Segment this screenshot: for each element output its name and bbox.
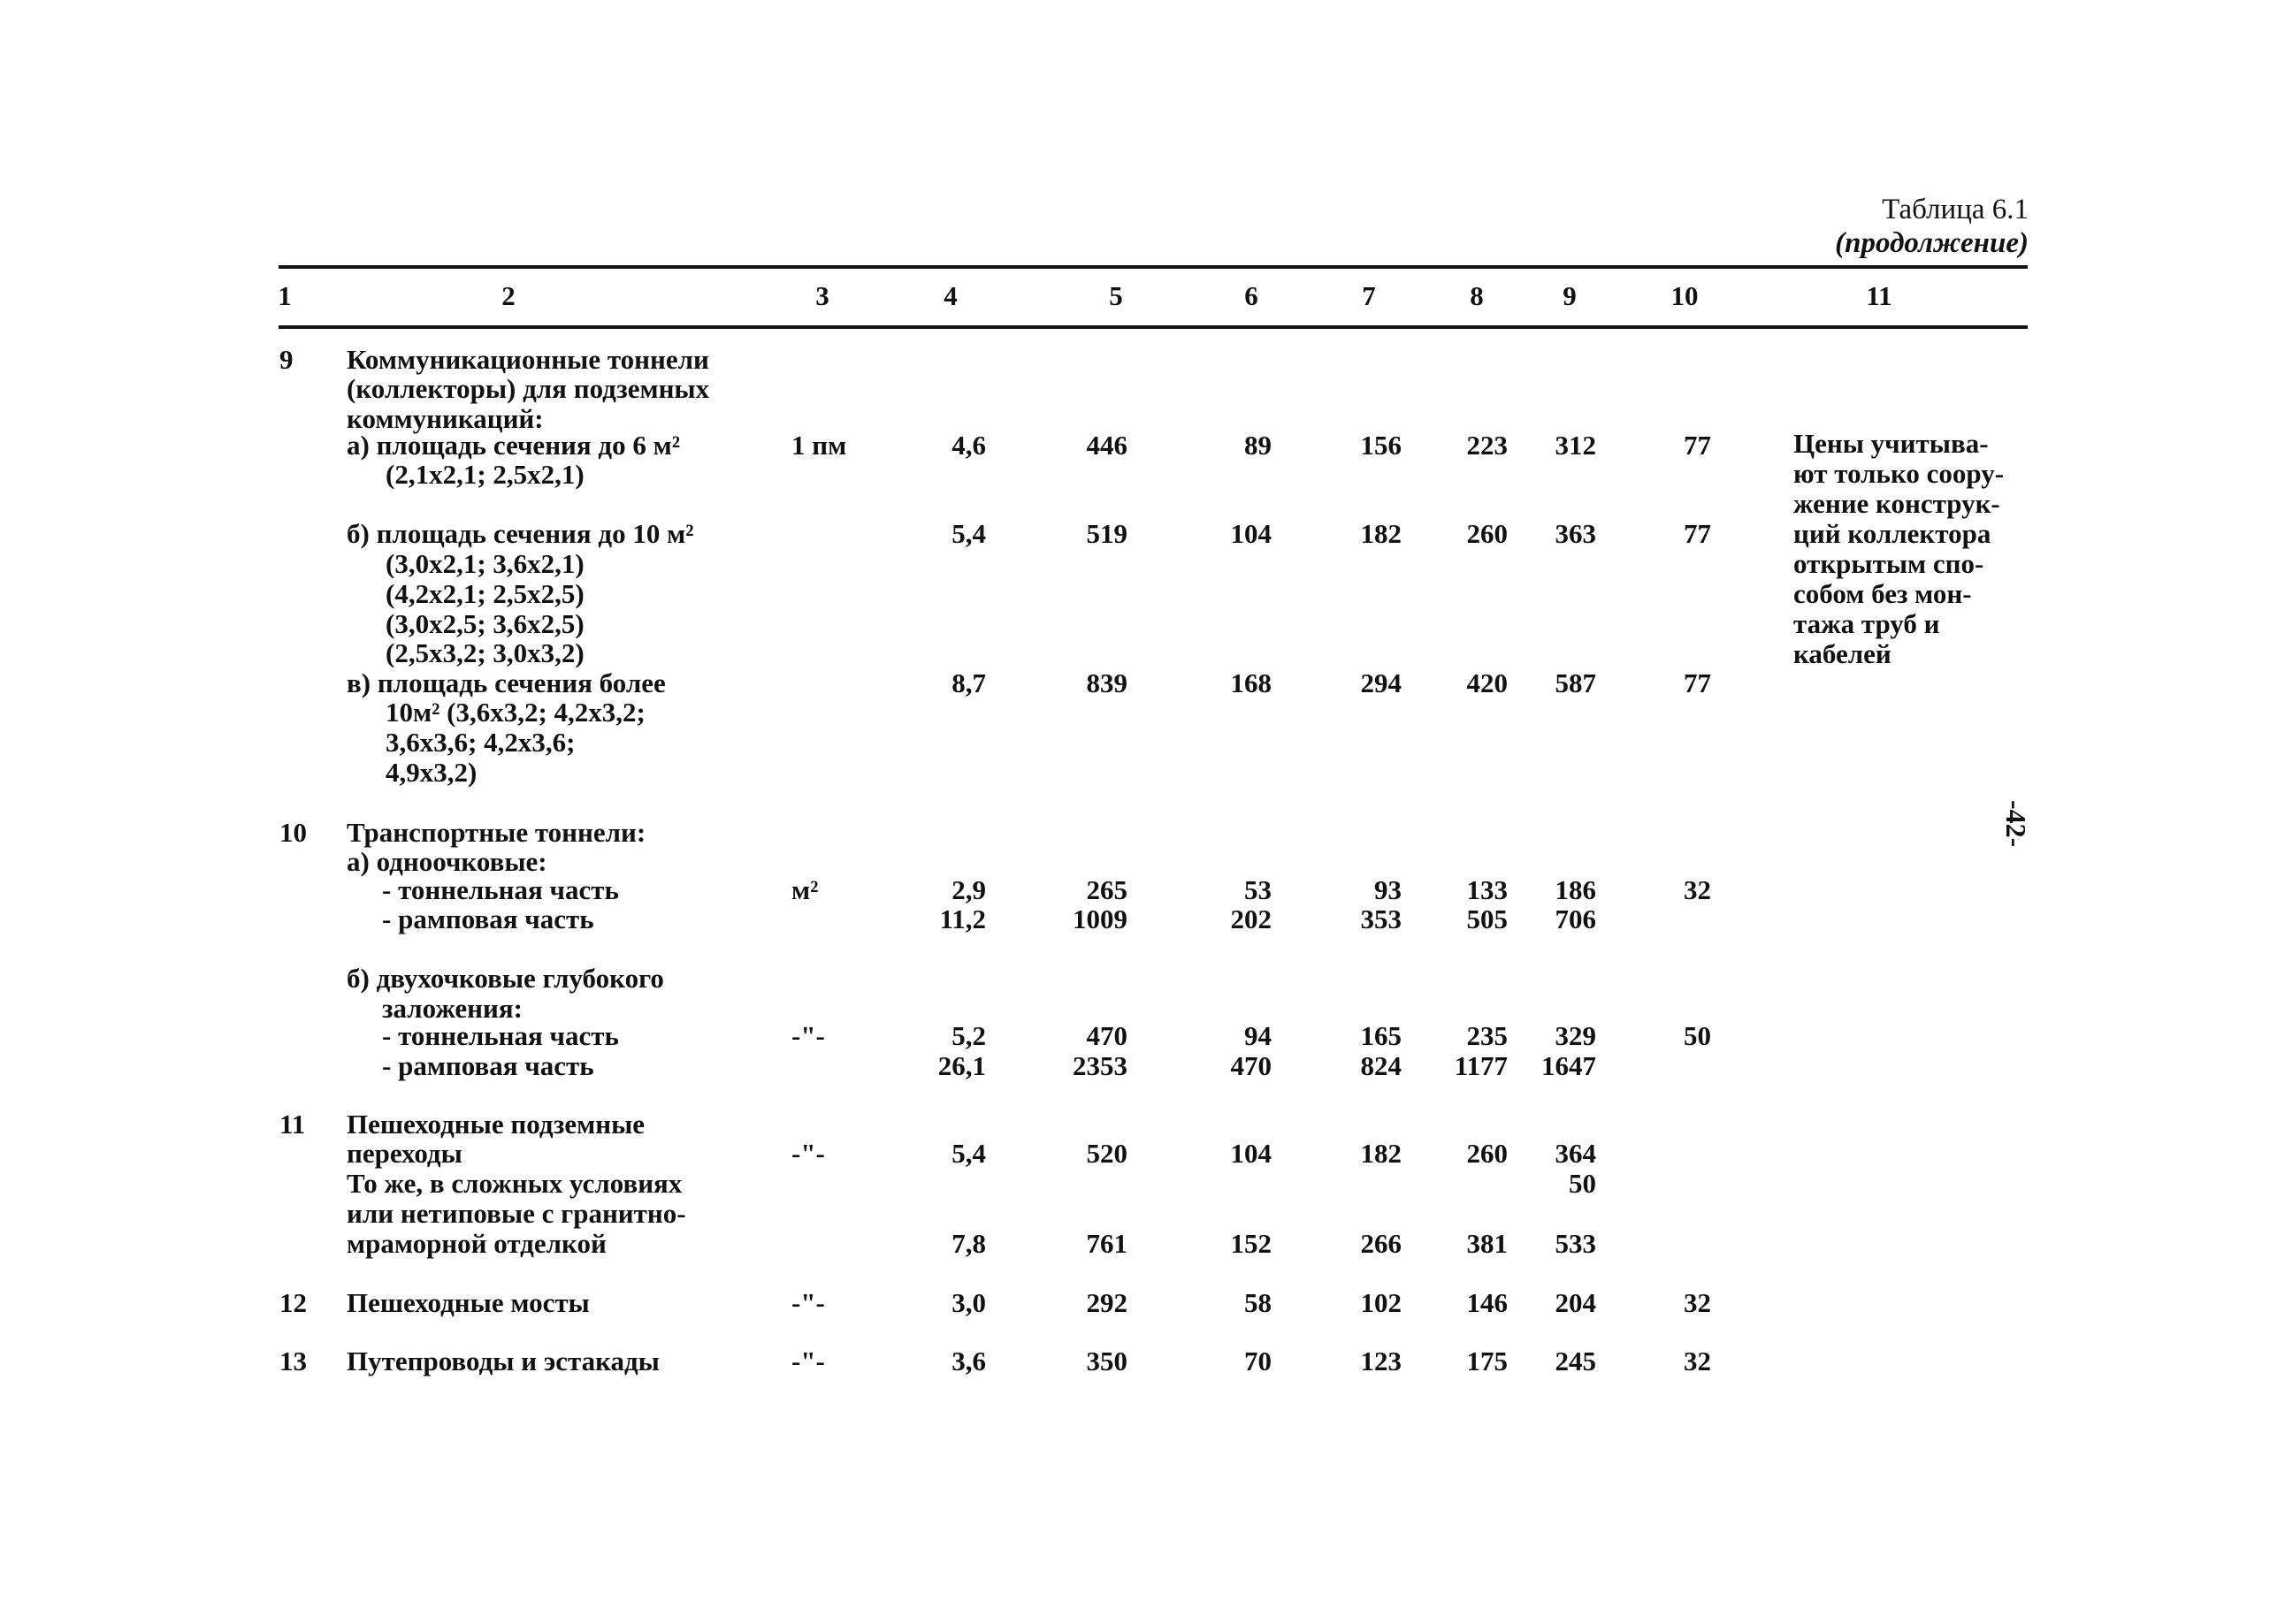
column-header: 9 — [1563, 280, 1577, 311]
value-col-6: 94 — [1244, 1020, 1272, 1051]
table-caption — [1835, 193, 2029, 260]
item-description: - рамповая часть — [382, 903, 594, 934]
value-col-5: 265 — [1086, 874, 1127, 905]
item-description: Транспортные тоннели: — [347, 817, 646, 848]
item-description: - тоннельная часть — [382, 874, 619, 905]
unit: -"- — [791, 1346, 825, 1376]
column-header: 5 — [1109, 280, 1123, 311]
value-col-5: 1009 — [1073, 903, 1127, 934]
note-line: ют только соору- — [1793, 458, 2005, 489]
value-col-8: 420 — [1466, 667, 1508, 698]
value-col-7: 102 — [1360, 1287, 1402, 1318]
column-header: 1 — [278, 280, 292, 311]
note-line: жение конструк- — [1793, 488, 2000, 519]
item-description: б) площадь сечения до 10 м² — [347, 518, 694, 549]
value-col-8: 175 — [1466, 1346, 1508, 1376]
note-line: собом без мон- — [1793, 578, 1972, 609]
row-number: 12 — [279, 1287, 307, 1318]
column-header: 6 — [1244, 280, 1258, 311]
value-col-6: 470 — [1230, 1050, 1272, 1081]
value-col-7: 182 — [1360, 1138, 1402, 1169]
item-description: Коммуникационные тоннели — [347, 344, 709, 375]
value-col-5: 839 — [1086, 667, 1127, 698]
row-number: 11 — [279, 1109, 306, 1140]
value-col-9: 587 — [1555, 667, 1596, 698]
value-col-4: 5,4 — [951, 1138, 986, 1169]
item-description: 10м² (3,6x3,2; 4,2x3,2; — [386, 697, 646, 728]
value-col-5: 2353 — [1073, 1050, 1127, 1081]
value-col-4: 4,6 — [951, 430, 986, 461]
column-header: 2 — [501, 280, 516, 311]
value-col-5: 470 — [1086, 1020, 1127, 1051]
value-col-8: 146 — [1466, 1287, 1508, 1318]
item-description: 3,6x3,6; 4,2x3,6; — [386, 727, 576, 758]
value-col-4: 3,0 — [951, 1287, 986, 1318]
value-col-7: 824 — [1360, 1050, 1402, 1081]
value-col-7: 165 — [1360, 1020, 1402, 1051]
value-col-8: 260 — [1466, 1138, 1508, 1169]
item-description: Пешеходные мосты — [347, 1287, 590, 1318]
item-description: переходы — [347, 1138, 462, 1169]
row-number: 10 — [279, 817, 307, 848]
value-col-9: 186 — [1555, 874, 1596, 905]
value-col-6: 152 — [1230, 1228, 1272, 1259]
unit: -"- — [791, 1138, 825, 1169]
column-header: 11 — [1866, 280, 1892, 311]
item-description: Путепроводы и эстакады — [347, 1346, 660, 1376]
value-col-8: 1177 — [1454, 1050, 1508, 1081]
column-header: 4 — [944, 280, 958, 311]
value-col-10: 32 — [1684, 1346, 1711, 1376]
unit: -"- — [791, 1287, 825, 1318]
row-number: 9 — [279, 344, 294, 375]
item-description: (3,0x2,1; 3,6x2,1) — [386, 548, 585, 579]
value-col-8: 381 — [1466, 1228, 1508, 1259]
value-col-10: 77 — [1684, 430, 1711, 461]
unit: м² — [791, 874, 819, 905]
value-col-6: 168 — [1230, 667, 1272, 698]
value-col-7: 93 — [1374, 874, 1402, 905]
item-description: - тоннельная часть — [382, 1020, 619, 1051]
value-col-9: 1647 — [1541, 1050, 1596, 1081]
row-number: 13 — [279, 1346, 307, 1376]
page-number: -42- — [2000, 800, 2032, 848]
note-line: открытым спо- — [1793, 548, 1984, 579]
item-description: То же, в сложных условиях — [347, 1168, 683, 1199]
value-col-5: 520 — [1086, 1138, 1127, 1169]
value-col-5: 350 — [1086, 1346, 1127, 1376]
value-col-6: 58 — [1244, 1287, 1272, 1318]
item-description: - рамповая часть — [382, 1050, 594, 1081]
item-description: или нетиповые с гранитно- — [347, 1198, 686, 1229]
value-col-8: 133 — [1466, 874, 1508, 905]
value-col-9: 364 — [1555, 1138, 1596, 1169]
value-col-8: 505 — [1466, 903, 1508, 934]
value-col-6: 70 — [1244, 1346, 1272, 1376]
value-col-10: 50 — [1684, 1020, 1711, 1051]
value-col-8: 235 — [1466, 1020, 1508, 1051]
item-description: (4,2x2,1; 2,5x2,5) — [386, 578, 585, 609]
value-col-4: 26,1 — [937, 1050, 986, 1081]
value-col-7: 266 — [1360, 1228, 1402, 1259]
value-col-4: 2,9 — [951, 874, 986, 905]
caption-title: Таблица 6.1 — [1882, 194, 2029, 225]
value-col-10: 32 — [1684, 874, 1711, 905]
top-rule — [279, 265, 2028, 269]
item-description: (2,1x2,1; 2,5x2,1) — [386, 459, 585, 490]
column-header: 8 — [1470, 280, 1484, 311]
value-col-9: 533 — [1555, 1228, 1596, 1259]
value-col-4: 5,2 — [951, 1020, 986, 1051]
value-col-7: 182 — [1360, 518, 1402, 549]
item-description: (коллекторы) для подземных — [347, 373, 710, 404]
header-rule — [279, 325, 2028, 329]
value-col-7: 123 — [1360, 1346, 1402, 1376]
value-col-6: 53 — [1244, 874, 1272, 905]
column-header: 3 — [815, 280, 829, 311]
column-header: 7 — [1362, 280, 1376, 311]
value-col-9: 245 — [1555, 1346, 1596, 1376]
unit: 1 пм — [791, 430, 847, 461]
value-col-4: 7,8 — [951, 1228, 986, 1259]
value-col-4: 11,2 — [939, 903, 986, 934]
value-col-10: 77 — [1684, 518, 1711, 549]
value-col-9: 363 — [1555, 518, 1596, 549]
item-description: заложения: — [382, 993, 523, 1024]
value-col-9: 329 — [1555, 1020, 1596, 1051]
column-header: 10 — [1670, 280, 1699, 311]
value-col-9: 706 — [1555, 903, 1596, 934]
value-col-4: 5,4 — [951, 518, 986, 549]
value-col-8: 223 — [1466, 430, 1508, 461]
item-description: 4,9x3,2) — [386, 757, 478, 788]
value-col-7: 294 — [1360, 667, 1402, 698]
item-description: а) площадь сечения до 6 м² — [347, 430, 681, 461]
value-col-5: 519 — [1086, 518, 1127, 549]
value-col-5: 446 — [1086, 430, 1127, 461]
value-col-10: 32 — [1684, 1287, 1711, 1318]
value-col-6: 89 — [1244, 430, 1272, 461]
value-col-6: 104 — [1230, 518, 1272, 549]
value-col-7: 156 — [1360, 430, 1402, 461]
value-col-10: 77 — [1684, 667, 1711, 698]
value-col-7: 353 — [1360, 903, 1402, 934]
value-col-9: 204 — [1555, 1287, 1596, 1318]
value-col-6: 202 — [1230, 903, 1272, 934]
value-col-5: 292 — [1086, 1287, 1127, 1318]
note-line: Цены учитыва- — [1793, 428, 1989, 459]
note-line: ций коллектора — [1793, 518, 1991, 549]
value-col-9: 312 — [1555, 430, 1596, 461]
note-line: кабелей — [1793, 638, 1891, 669]
value-col-4: 3,6 — [951, 1346, 986, 1376]
item-description: Пешеходные подземные — [347, 1109, 646, 1140]
item-description: коммуникаций: — [347, 403, 544, 434]
value-col-8: 260 — [1466, 518, 1508, 549]
unit: -"- — [791, 1020, 825, 1051]
item-description: (2,5x3,2; 3,0x3,2) — [386, 637, 585, 668]
value-col-5: 761 — [1086, 1228, 1127, 1259]
value-col-4: 8,7 — [951, 667, 986, 698]
note-line: тажа труб и — [1793, 608, 1940, 639]
item-description: б) двухочковые глубокого — [347, 963, 664, 994]
caption-subtitle: (продолжение) — [1835, 227, 2029, 259]
item-description: (3,0x2,5; 3,6x2,5) — [386, 608, 585, 639]
column-11-note — [1793, 429, 2004, 669]
value-col-9: 50 — [1569, 1168, 1596, 1199]
item-description: мраморной отделкой — [347, 1228, 607, 1259]
item-description: а) одноочковые: — [347, 846, 547, 877]
item-description: в) площадь сечения более — [347, 667, 666, 698]
value-col-6: 104 — [1230, 1138, 1272, 1169]
